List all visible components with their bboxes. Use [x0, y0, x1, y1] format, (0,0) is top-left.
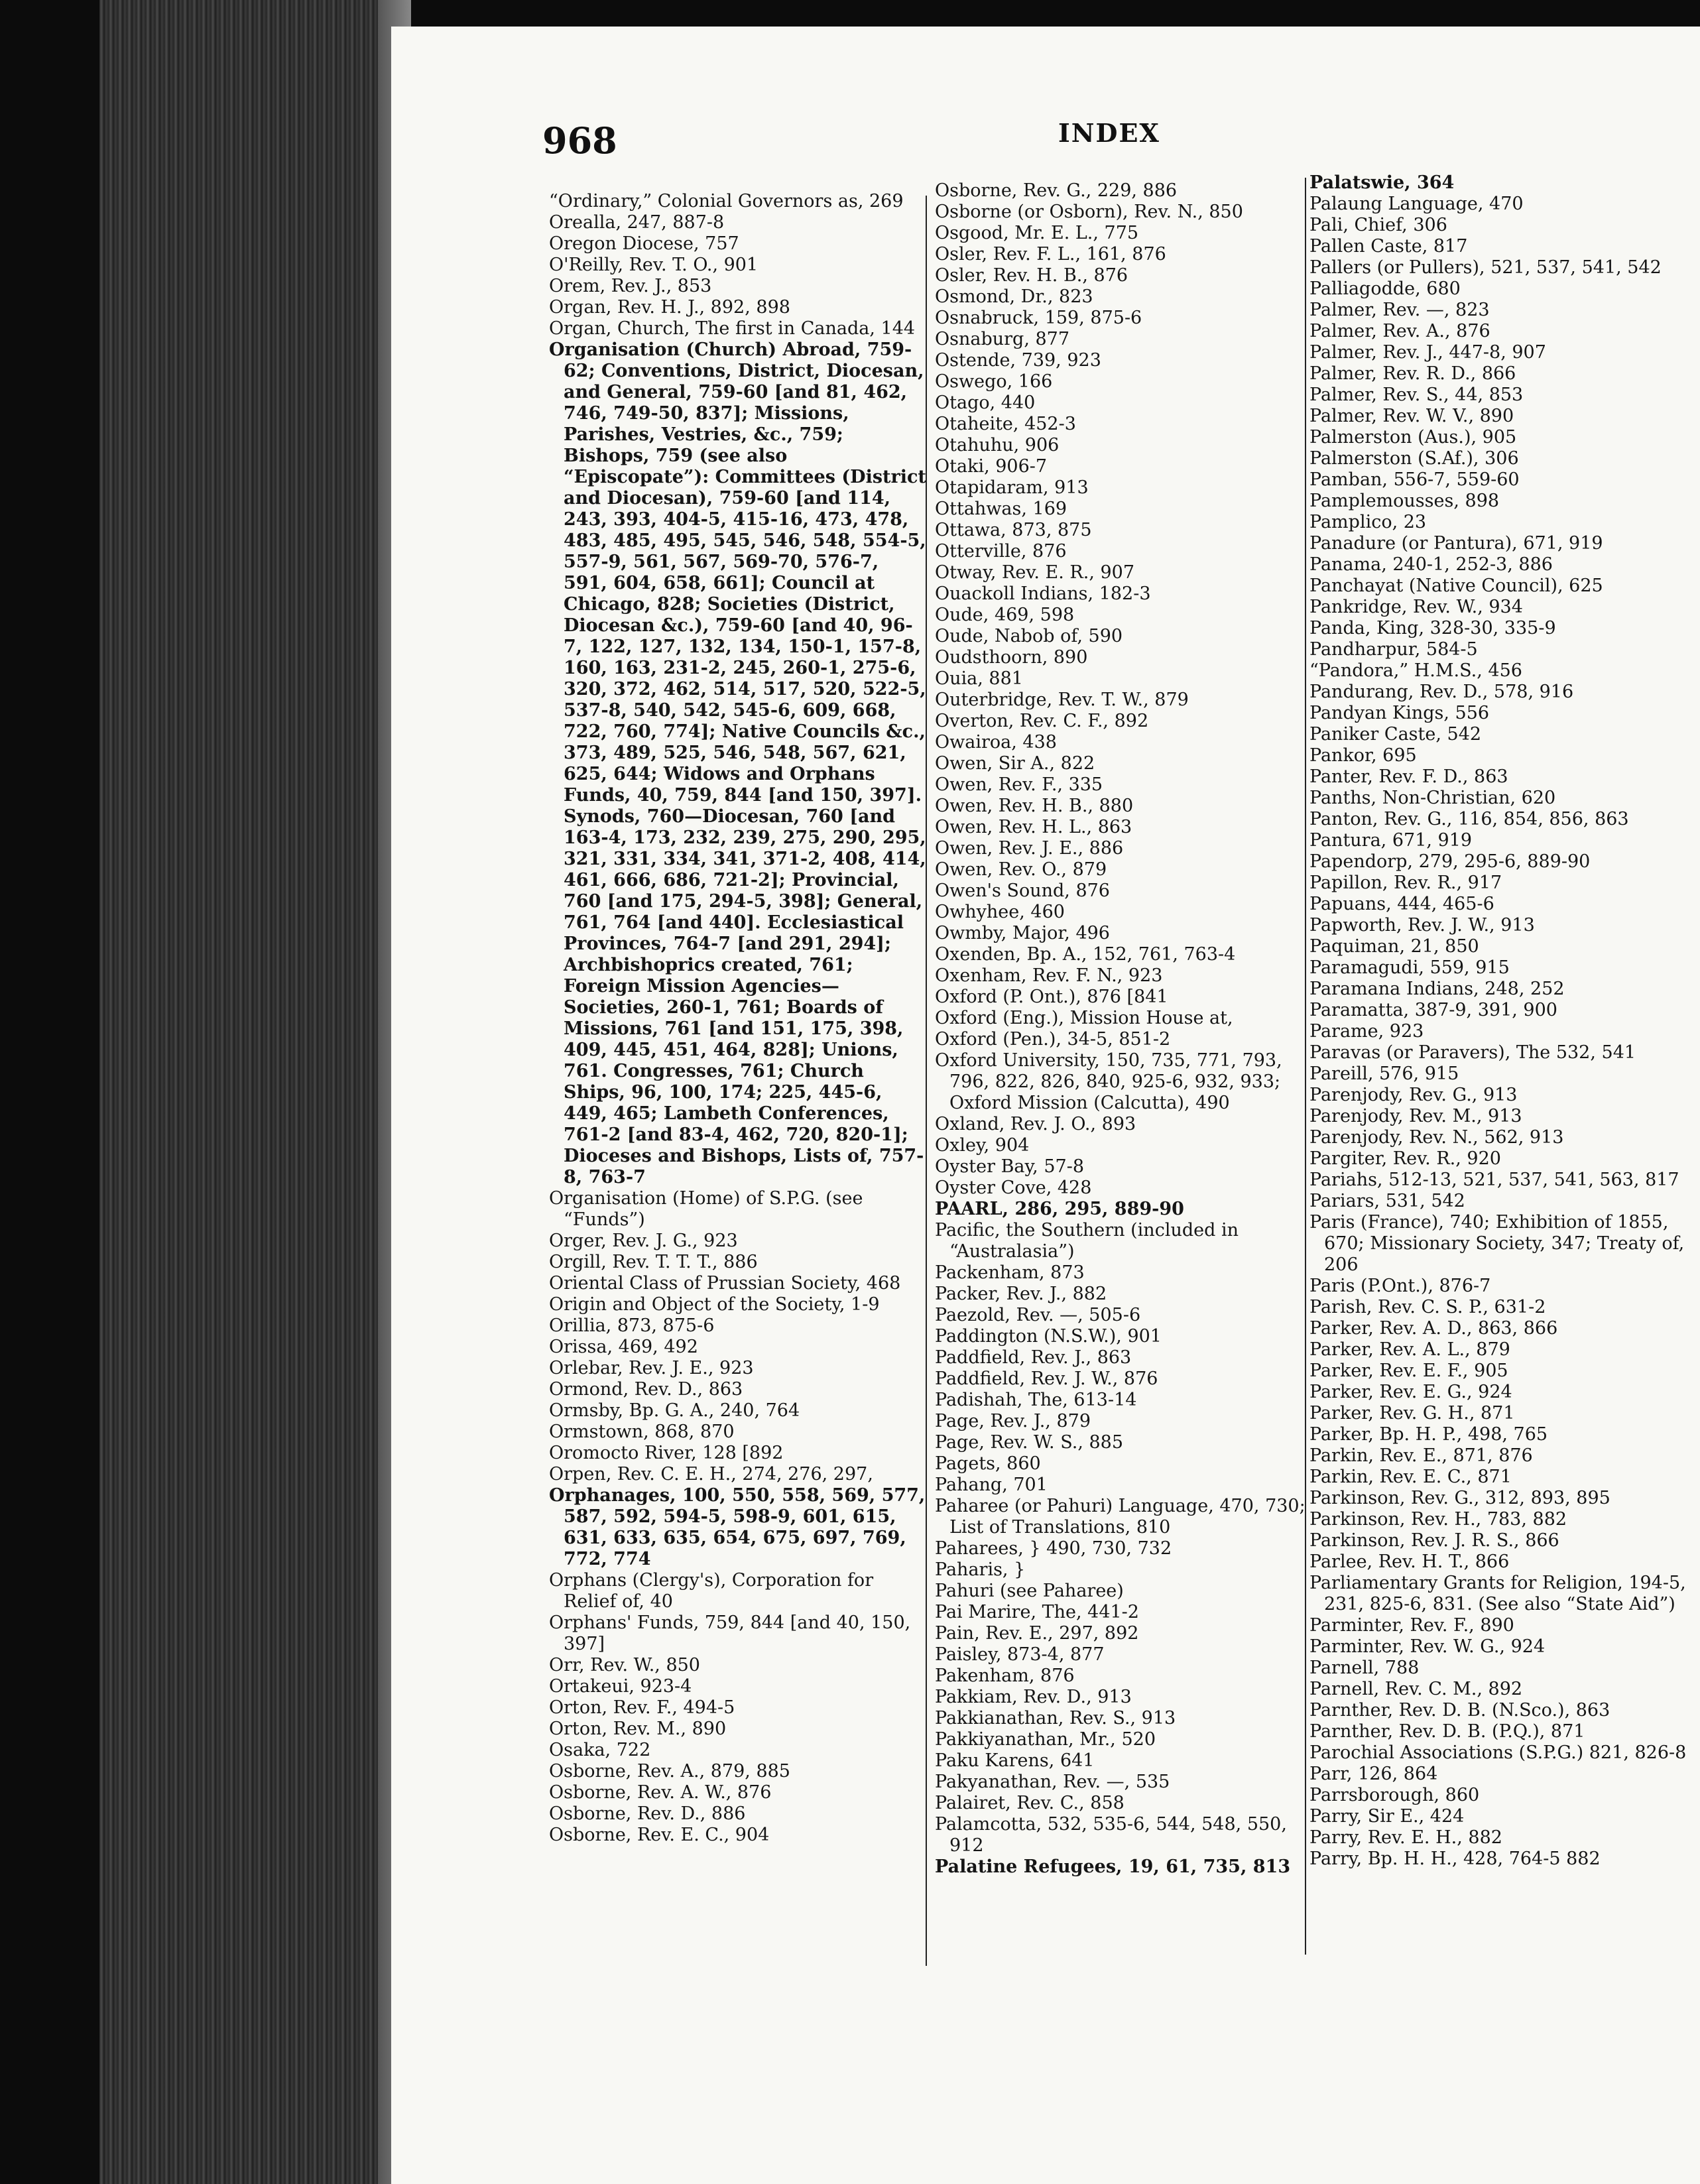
index-entry: Parry, Bp. H. H., 428, 764-5 882: [1309, 1849, 1601, 1869]
index-entry: Paniker Caste, 542: [1309, 724, 1482, 745]
index-entry: Papillon, Rev. R., 917: [1309, 873, 1502, 893]
index-entry: Orton, Rev. M., 890: [549, 1719, 727, 1739]
index-entry: Oxford University, 150, 735, 771, 793, 796, 822, 826, 840, 925-6, 932, 933; Oxford Mission (Calcutta), 490: [935, 1050, 1282, 1113]
index-entry: Oromocto River, 128 [892: [549, 1443, 784, 1463]
index-entry: Ouia, 881: [935, 668, 1023, 689]
index-entry: Parr, 126, 864: [1309, 1764, 1438, 1784]
index-entry: Pallers (or Pullers), 521, 537, 541, 542: [1309, 257, 1662, 278]
index-entry: Pahuri (see Paharee): [935, 1581, 1124, 1601]
index-entry: Pankridge, Rev. W., 934: [1309, 597, 1523, 617]
index-entry: Parenjody, Rev. N., 562, 913: [1309, 1127, 1564, 1148]
index-entry: Pagets, 860: [935, 1453, 1041, 1474]
index-entry: Parkinson, Rev. H., 783, 882: [1309, 1509, 1567, 1530]
index-entry: Oxford (Pen.), 34-5, 851-2: [935, 1029, 1171, 1050]
index-entry: Organ, Church, The first in Canada, 144: [549, 318, 916, 339]
index-entry: Parry, Sir E., 424: [1309, 1806, 1465, 1827]
index-entry: Paharees, } 490, 730, 732: [935, 1538, 1172, 1559]
index-entry: Pamban, 556-7, 559-60: [1309, 469, 1520, 490]
index-entry: Oxenden, Bp. A., 152, 761, 763-4: [935, 944, 1236, 965]
index-entry: “Ordinary,” Colonial Governors as, 269: [549, 191, 904, 212]
index-entry: Orem, Rev. J., 853: [549, 276, 712, 296]
index-entry: Padishah, The, 613-14: [935, 1390, 1137, 1410]
index-entry: Parame, 923: [1309, 1021, 1424, 1042]
index-entry: Outerbridge, Rev. T. W., 879: [935, 690, 1189, 710]
index-entry: Orpen, Rev. C. E. H., 274, 276, 297,: [549, 1464, 873, 1485]
index-entry: Palmer, Rev. S., 44, 853: [1309, 385, 1524, 405]
index-entry: Otahuhu, 906: [935, 435, 1060, 455]
index-entry: Parker, Bp. H. P., 498, 765: [1309, 1424, 1548, 1445]
index-entry: Ottahwas, 169: [935, 499, 1067, 519]
index-entry: Papuans, 444, 465-6: [1309, 894, 1494, 914]
index-entry: Osborne, Rev. G., 229, 886: [935, 180, 1178, 201]
index-entry: O'Reilly, Rev. T. O., 901: [549, 255, 759, 275]
index-entry: “Pandora,” H.M.S., 456: [1309, 660, 1522, 681]
index-entry: Parliamentary Grants for Religion, 194-5, 231, 825-6, 831. (See also “State Aid”): [1309, 1573, 1686, 1614]
index-entry: Parnther, Rev. D. B. (N.Sco.), 863: [1309, 1700, 1610, 1721]
index-entry: Osler, Rev. F. L., 161, 876: [935, 244, 1166, 265]
index-entry: Pamplemousses, 898: [1309, 491, 1500, 511]
index-entry: Paharis, }: [935, 1559, 1026, 1580]
index-entry: Palmer, Rev. A., 876: [1309, 321, 1490, 341]
index-entry: Parenjody, Rev. M., 913: [1309, 1106, 1522, 1126]
index-entry: Owen, Sir A., 822: [935, 753, 1095, 774]
index-entry: Oxford (P. Ont.), 876 [841: [935, 987, 1168, 1007]
index-entry: Pakkianathan, Rev. S., 913: [935, 1708, 1176, 1729]
index-entry: Orealla, 247, 887-8: [549, 212, 725, 233]
index-entry: Osborne, Rev. D., 886: [549, 1803, 746, 1824]
index-entry: Papendorp, 279, 295-6, 889-90: [1309, 851, 1591, 872]
index-entry: Oude, 469, 598: [935, 605, 1075, 625]
index-entry: Palliagodde, 680: [1309, 278, 1461, 299]
index-entry: Owen, Rev. H. B., 880: [935, 796, 1134, 816]
index-entry: Pain, Rev. E., 297, 892: [935, 1623, 1139, 1644]
index-entry: Pallen Caste, 817: [1309, 236, 1468, 257]
index-entry: Pandurang, Rev. D., 578, 916: [1309, 682, 1574, 702]
index-entry: Orillia, 873, 875-6: [549, 1315, 715, 1336]
index-entry: Osmond, Dr., 823: [935, 286, 1093, 307]
index-entry: Panchayat (Native Council), 625: [1309, 576, 1603, 596]
index-entry: Otaheite, 452-3: [935, 414, 1076, 434]
index-entry: Parish, Rev. C. S. P., 631-2: [1309, 1297, 1546, 1317]
index-entry: Otago, 440: [935, 393, 1036, 413]
index-entry: Oxley, 904: [935, 1135, 1030, 1156]
index-entry: Ormstown, 868, 870: [549, 1422, 735, 1442]
index-entry: Orphans (Clergy's), Corporation for Relief of, 40: [549, 1570, 874, 1612]
index-entry: Panama, 240-1, 252-3, 886: [1309, 554, 1553, 575]
index-entry: Pakenham, 876: [935, 1666, 1075, 1686]
index-entry: Paddfield, Rev. J. W., 876: [935, 1368, 1158, 1389]
index-column-1: [549, 191, 927, 1846]
index-entry: Paisley, 873-4, 877: [935, 1644, 1105, 1665]
index-entry: Parrsborough, 860: [1309, 1785, 1480, 1805]
index-entry: Oudsthoorn, 890: [935, 647, 1088, 668]
index-entry: Pantura, 671, 919: [1309, 830, 1473, 851]
index-entry: Palmer, Rev. W. V., 890: [1309, 406, 1514, 426]
index-entry: Pacific, the Southern (included in “Australasia”): [935, 1220, 1239, 1262]
index-entry: Parker, Rev. A. D., 863, 866: [1309, 1318, 1558, 1339]
index-entry: Osborne, Rev. A., 879, 885: [549, 1761, 790, 1782]
index-entry: Palmer, Rev. R. D., 866: [1309, 363, 1516, 384]
index-entry: Ouackoll Indians, 182-3: [935, 583, 1151, 604]
index-entry: Osborne, Rev. A. W., 876: [549, 1782, 772, 1803]
index-entry: Parochial Associations (S.P.G.) 821, 826-8: [1309, 1742, 1687, 1763]
index-entry: Oyster Bay, 57-8: [935, 1156, 1084, 1177]
index-entry: Pamplico, 23: [1309, 512, 1427, 532]
index-entry: Parkin, Rev. E., 871, 876: [1309, 1445, 1533, 1466]
index-entry: Paravas (or Paravers), The 532, 541: [1309, 1042, 1636, 1063]
index-entry: Orissa, 469, 492: [549, 1337, 698, 1357]
index-entry: Owhyhee, 460: [935, 902, 1065, 922]
index-entry: Paezold, Rev. —, 505-6: [935, 1305, 1141, 1325]
index-entry: Oregon Diocese, 757: [549, 233, 739, 254]
index-entry: Parkin, Rev. E. C., 871: [1309, 1467, 1512, 1487]
index-entry: Orphans' Funds, 759, 844 [and 40, 150, 397]: [549, 1612, 911, 1654]
index-entry: Overton, Rev. C. F., 892: [935, 711, 1149, 731]
index-entry: Palaung Language, 470: [1309, 194, 1524, 214]
index-entry: Osnaburg, 877: [935, 329, 1070, 349]
index-entry: Pariahs, 512-13, 521, 537, 541, 563, 817: [1309, 1170, 1679, 1190]
index-entry: Osgood, Mr. E. L., 775: [935, 223, 1139, 243]
index-entry: Paramatta, 387-9, 391, 900: [1309, 1000, 1557, 1020]
index-entry: Pandharpur, 584-5: [1309, 639, 1478, 660]
index-entry: Parker, Rev. E. F., 905: [1309, 1361, 1508, 1381]
index-entry: Parker, Rev. G. H., 871: [1309, 1403, 1515, 1424]
index-entry: Panadure (or Pantura), 671, 919: [1309, 533, 1603, 554]
index-entry: Panter, Rev. F. D., 863: [1309, 766, 1508, 787]
index-entry: Otapidaram, 913: [935, 477, 1089, 498]
index-entry: Parminter, Rev. F., 890: [1309, 1615, 1514, 1636]
index-entry: Owen, Rev. H. L., 863: [935, 817, 1132, 837]
index-entry: Parry, Rev. E. H., 882: [1309, 1827, 1502, 1848]
index-entry: Owairoa, 438: [935, 732, 1057, 753]
index-entry: Paramagudi, 559, 915: [1309, 957, 1510, 978]
book-spine-edge: [99, 0, 378, 2184]
index-entry: Origin and Object of the Society, 1-9: [549, 1294, 880, 1315]
index-entry: Palmerston (Aus.), 905: [1309, 427, 1517, 448]
index-entry: Oxland, Rev. J. O., 893: [935, 1114, 1136, 1134]
index-entry: Palmer, Rev. —, 823: [1309, 300, 1490, 320]
index-entry: Pakkiam, Rev. D., 913: [935, 1687, 1132, 1707]
index-entry: Paddington (N.S.W.), 901: [935, 1326, 1162, 1347]
index-entry: Owen, Rev. O., 879: [935, 859, 1107, 880]
index-entry: Organisation (Home) of S.P.G. (see “Funds”): [549, 1188, 863, 1230]
index-entry: Oriental Class of Prussian Society, 468: [549, 1273, 901, 1294]
index-entry: Owen, Rev. F., 335: [935, 774, 1103, 795]
index-entry: Papworth, Rev. J. W., 913: [1309, 915, 1535, 936]
index-entry: Palmerston (S.Af.), 306: [1309, 448, 1519, 469]
index-entry: Pahang, 701: [935, 1475, 1048, 1495]
index-entry: Oxenham, Rev. F. N., 923: [935, 965, 1163, 986]
index-entry: Packer, Rev. J., 882: [935, 1284, 1107, 1304]
index-entry: Parkinson, Rev. J. R. S., 866: [1309, 1530, 1559, 1551]
index-entry: Parker, Rev. A. L., 879: [1309, 1339, 1510, 1360]
index-entry: Orlebar, Rev. J. E., 923: [549, 1358, 754, 1378]
index-entry: Parkinson, Rev. G., 312, 893, 895: [1309, 1488, 1610, 1508]
index-entry: PAARL, 286, 295, 889-90: [935, 1199, 1184, 1219]
index-entry: Parnell, Rev. C. M., 892: [1309, 1679, 1523, 1699]
index-entry: Page, Rev. W. S., 885: [935, 1432, 1124, 1453]
index-entry: Paharee (or Pahuri) Language, 470, 730; List of Translations, 810: [935, 1496, 1305, 1538]
index-entry: Palairet, Rev. C., 858: [935, 1793, 1124, 1813]
index-entry: Page, Rev. J., 879: [935, 1411, 1091, 1431]
index-entry: Pali, Chief, 306: [1309, 215, 1447, 235]
index-entry: Ormsby, Bp. G. A., 240, 764: [549, 1400, 800, 1421]
index-entry: Parker, Rev. E. G., 924: [1309, 1382, 1512, 1402]
index-entry: Osnabruck, 159, 875-6: [935, 308, 1142, 328]
index-entry: Pankor, 695: [1309, 745, 1417, 766]
index-entry: Paku Karens, 641: [935, 1750, 1095, 1771]
index-entry: Ottawa, 873, 875: [935, 520, 1092, 540]
index-entry: Palmer, Rev. J., 447-8, 907: [1309, 342, 1546, 363]
index-entry: Parnther, Rev. D. B. (P.Q.), 871: [1309, 1721, 1585, 1742]
index-column-3: [1309, 172, 1691, 1870]
index-entry: Panda, King, 328-30, 335-9: [1309, 618, 1556, 638]
index-entry: Orger, Rev. J. G., 923: [549, 1231, 738, 1251]
index-entry: Oxford (Eng.), Mission House at,: [935, 1008, 1233, 1028]
index-entry: Owen's Sound, 876: [935, 880, 1110, 901]
index-entry: Owmby, Major, 496: [935, 923, 1110, 943]
index-entry: Organ, Rev. H. J., 892, 898: [549, 297, 790, 318]
index-entry: Orphanages, 100, 550, 558, 569, 577, 587, 592, 594-5, 598-9, 601, 615, 631, 633, 635, 654, 675, 697, 769, 772, 774: [549, 1485, 926, 1569]
index-entry: Otterville, 876: [935, 541, 1067, 562]
index-entry: Ormond, Rev. D., 863: [549, 1379, 743, 1400]
index-entry: Palamcotta, 532, 535-6, 544, 548, 550, 912: [935, 1814, 1287, 1856]
page-number: 968: [542, 119, 617, 162]
index-entry: Palatswie, 364: [1309, 172, 1455, 193]
index-entry: Parminter, Rev. W. G., 924: [1309, 1636, 1546, 1657]
index-entry: Otaki, 906-7: [935, 456, 1048, 477]
index-entry: Orgill, Rev. T. T. T., 886: [549, 1252, 758, 1272]
index-entry: Paris (France), 740; Exhibition of 1855, 670; Missionary Society, 347; Treaty of, 206: [1309, 1212, 1685, 1275]
index-entry: Panton, Rev. G., 116, 854, 856, 863: [1309, 809, 1629, 829]
index-entry: Oyster Cove, 428: [935, 1178, 1092, 1198]
index-entry: Osborne (or Osborn), Rev. N., 850: [935, 202, 1243, 222]
running-head-title: INDEX: [1058, 118, 1160, 148]
index-entry: Parenjody, Rev. G., 913: [1309, 1085, 1518, 1105]
index-entry: Pakyanathan, Rev. —, 535: [935, 1772, 1170, 1792]
index-entry: Osaka, 722: [549, 1740, 651, 1760]
index-entry: Organisation (Church) Abroad, 759-62; Conventions, District, Diocesan, and General, 759-60 [and 81, 462, 746, 749-50, 837]; Missions, Parishes, Vestries, &c., 759; Bishops, 759 (see also “Episcopate”): Committees (District and Diocesan), 759-60 [and 114, 243, 393, 404-5, 415-16, 473, 478, 483, 485, 495, 545, 546, 548, 554-5, 557-9, 561, 567, 569-70, 576-7, 591, 604, 658, 661]; Council at Chicago, 828; Societies (District, Diocesan &c.), 759-60 [and 40, 96-7, 122, 127, 132, 134, 150-1, 157-8, 160, 163, 231-2, 245, 260-1, 275-6, 320, 372, 462, 514, 517, 520, 522-5, 537-8, 540, 542, 545-6, 609, 668, 722, 760, 774]; Native Councils &c., 373, 489, 525, 546, 548, 567, 621, 625, 644; Widows and Orphans Funds, 40, 759, 844 [and 150, 397]. Synods, 760—Diocesan, 760 [and 163-4, 173, 232, 239, 275, 290, 295, 321, 331, 334, 341, 371-2, 408, 414, 461, 666, 686, 721-2]; Provincial, 760 [and 175, 294-5, 398]; General, 761, 764 [and 440]. Ecclesiastical Provinces, 764-7 [and 291, 294]; Archbishoprics created, 761; Foreign Mission Agencies—Societies, 260-1, 761; Boards of Missions, 761 [and 151, 175, 398, 409, 445, 451, 464, 828]; Unions, 761. Congresses, 761; Church Ships, 96, 100, 174; 225, 445-6, 449, 465; Lambeth Conferences, 761-2 [and 83-4, 462, 720, 820-1]; Dioceses and Bishops, Lists of, 757-8, 763-7: [549, 339, 926, 1187]
index-entry: Parlee, Rev. H. T., 866: [1309, 1551, 1510, 1572]
index-entry: Oswego, 166: [935, 371, 1053, 392]
index-entry: Palatine Refugees, 19, 61, 735, 813: [935, 1856, 1291, 1877]
index-entry: Osborne, Rev. E. C., 904: [549, 1825, 770, 1845]
index-entry: Packenham, 873: [935, 1262, 1085, 1283]
index-entry: Paddfield, Rev. J., 863: [935, 1347, 1132, 1368]
index-entry: Parnell, 788: [1309, 1658, 1420, 1678]
index-entry: Owen, Rev. J. E., 886: [935, 838, 1124, 859]
index-entry: Pandyan Kings, 556: [1309, 703, 1490, 723]
index-column-2: [935, 180, 1319, 1878]
index-entry: Pargiter, Rev. R., 920: [1309, 1148, 1501, 1169]
index-entry: Pakkiyanathan, Mr., 520: [935, 1729, 1156, 1750]
index-entry: Orr, Rev. W., 850: [549, 1655, 700, 1675]
index-entry: Paramana Indians, 248, 252: [1309, 979, 1565, 999]
index-entry: Otway, Rev. E. R., 907: [935, 562, 1135, 583]
index-entry: Ostende, 739, 923: [935, 350, 1101, 371]
index-entry: Pai Marire, The, 441-2: [935, 1602, 1139, 1622]
index-entry: Oude, Nabob of, 590: [935, 626, 1123, 646]
index-entry: Paris (P.Ont.), 876-7: [1309, 1276, 1491, 1296]
index-entry: Pariars, 531, 542: [1309, 1191, 1465, 1211]
index-entry: Paquiman, 21, 850: [1309, 936, 1479, 957]
index-entry: Ortakeui, 923-4: [549, 1676, 692, 1697]
index-entry: Pareill, 576, 915: [1309, 1063, 1459, 1084]
index-entry: Orton, Rev. F., 494-5: [549, 1697, 735, 1718]
index-entry: Panths, Non-Christian, 620: [1309, 788, 1556, 808]
index-entry: Osler, Rev. H. B., 876: [935, 265, 1128, 286]
